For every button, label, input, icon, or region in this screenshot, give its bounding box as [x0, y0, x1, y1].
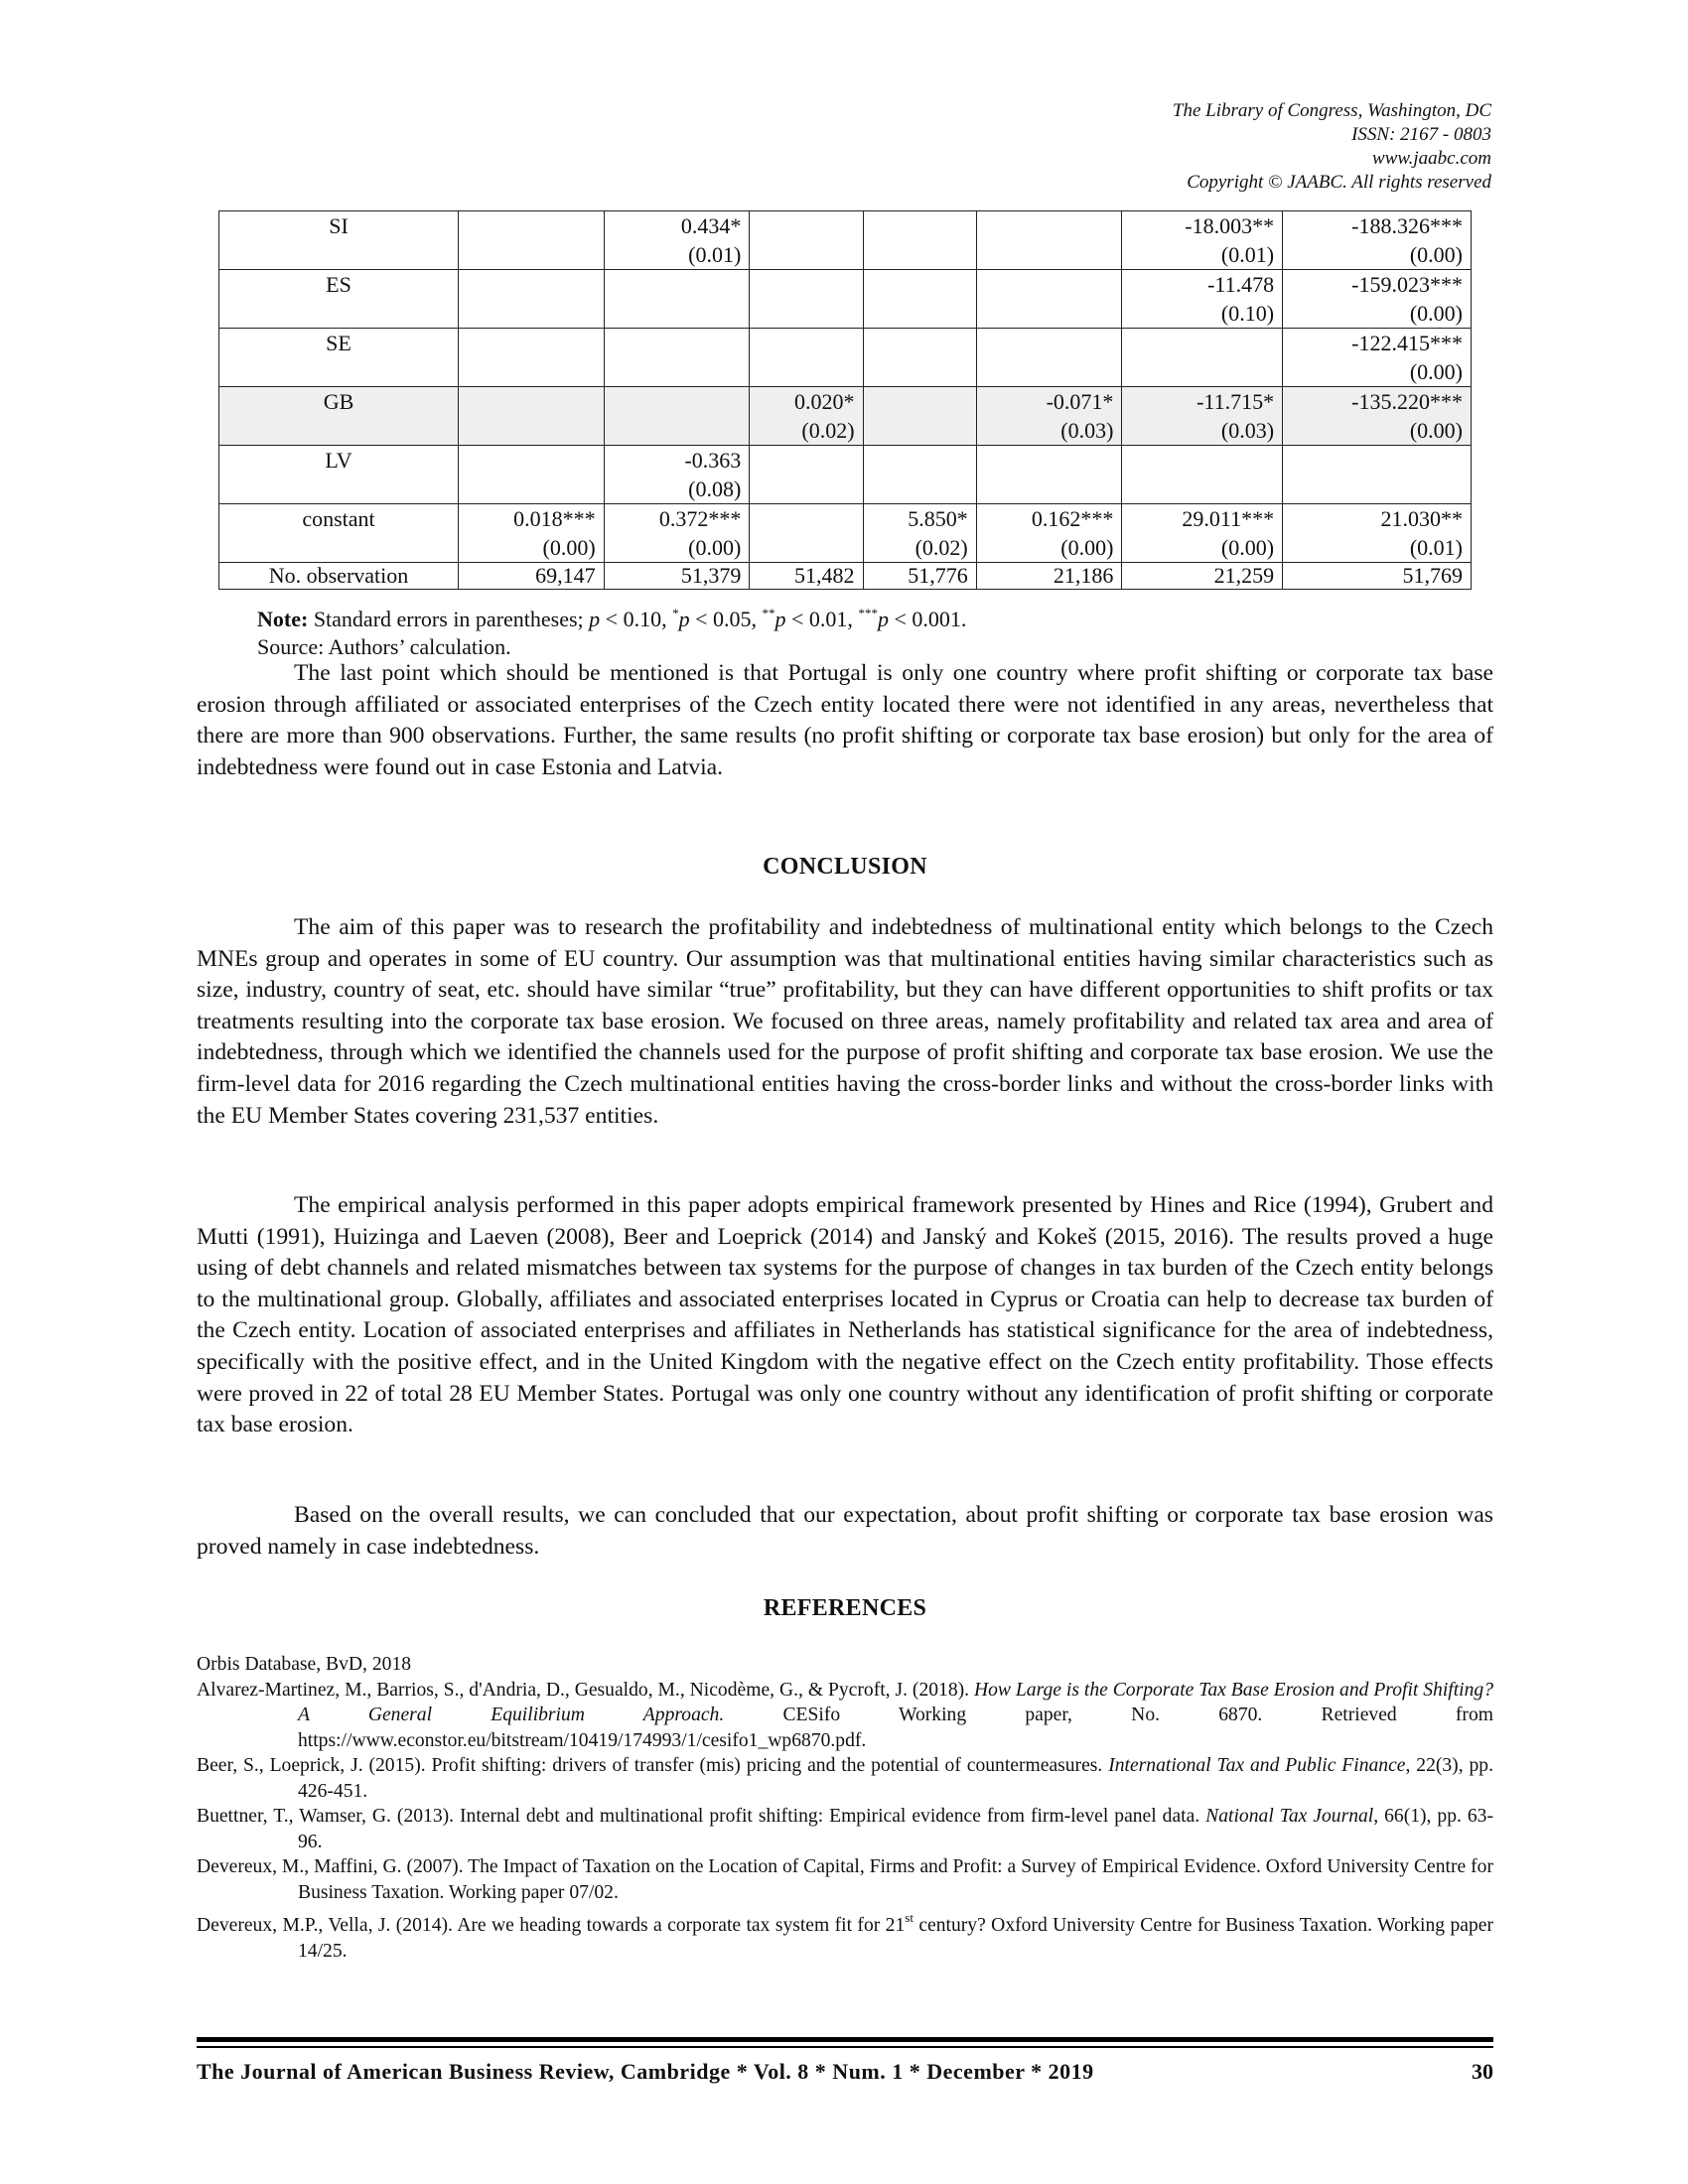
coefficient-value [758, 446, 854, 475]
standard-error [985, 357, 1114, 386]
coefficient-cell [459, 446, 605, 504]
coefficient-value [467, 329, 596, 357]
reference-sup: st [905, 1910, 914, 1925]
coefficient-cell [1283, 446, 1472, 504]
standard-error [467, 416, 596, 445]
standard-error: (0.02) [801, 418, 855, 443]
row-label: SI [219, 211, 459, 270]
journal-header [896, 99, 1491, 195]
observation-count: 21,186 [976, 563, 1122, 590]
reference-journal: National Tax Journal [1205, 1806, 1374, 1827]
note-sup: ** [762, 606, 775, 620]
reference-text: century? Oxford University Centre for Business Taxation. Working paper 14/25. [298, 1915, 1493, 1962]
coefficient-value [613, 329, 742, 357]
table-row [219, 329, 1472, 387]
coefficient-value: -159.023*** [1351, 272, 1463, 297]
coefficient-value [1291, 446, 1463, 475]
coefficient-cell [1122, 329, 1283, 387]
reference-list [197, 1652, 1493, 1964]
reference-journal: International Tax and Public Finance [1108, 1755, 1406, 1776]
reference-item [197, 1854, 1493, 1905]
p-symbol: p [877, 607, 889, 631]
table-row [219, 211, 1472, 270]
coefficient-cell [459, 211, 605, 270]
reference-text: Devereux, M., Maffini, G. (2007). The Impact of Taxation on the Location of Capital, Firms and Profit: a Survey of Empirical Evidence. Oxford University Centre for Business Taxation. Working paper 07/02. [197, 1856, 1493, 1903]
standard-error: (0.00) [1060, 535, 1114, 560]
note-text: < 0.01, [785, 607, 859, 631]
p-symbol: p [774, 607, 786, 631]
coefficient-cell [1283, 211, 1472, 270]
coefficient-value: -135.220*** [1351, 389, 1463, 414]
standard-error [872, 240, 968, 269]
conclusion-heading: CONCLUSION [763, 854, 927, 880]
coefficient-value [613, 270, 742, 299]
standard-error: (0.00) [1409, 242, 1463, 267]
standard-error: (0.00) [1220, 535, 1275, 560]
coefficient-cell [459, 329, 605, 387]
reference-item [197, 1678, 1493, 1754]
observation-count: 69,147 [459, 563, 605, 590]
standard-error: (0.00) [688, 535, 742, 560]
table-row [219, 446, 1472, 504]
note-label: Note: [257, 607, 309, 631]
coefficient-cell [976, 211, 1122, 270]
standard-error [467, 357, 596, 386]
coefficient-value: 0.020* [794, 389, 855, 414]
standard-error [985, 299, 1114, 328]
standard-error: (0.00) [1409, 359, 1463, 384]
row-label: SE [219, 329, 459, 387]
coefficient-cell [604, 270, 750, 329]
coefficient-cell [976, 446, 1122, 504]
standard-error [613, 357, 742, 386]
standard-error [613, 416, 742, 445]
coefficient-value [758, 329, 854, 357]
standard-error: (0.01) [688, 242, 742, 267]
coefficient-value [872, 211, 968, 240]
coefficient-cell [604, 446, 750, 504]
note-text: < 0.10, [600, 607, 673, 631]
standard-error [872, 299, 968, 328]
header-line: Copyright © JAABC. All rights reserved [1187, 172, 1491, 193]
coefficient-cell [1122, 211, 1283, 270]
header-line: The Library of Congress, Washington, DC [1172, 100, 1491, 121]
coefficient-value [758, 211, 854, 240]
coefficient-value: -11.478 [1207, 272, 1275, 297]
standard-error: (0.00) [1409, 301, 1463, 326]
reference-text: , 22(3), pp. 426-451. [298, 1755, 1493, 1802]
paragraph-portugal: The last point which should be mentioned is that Portugal is only one country where profit shifting or corporate tax base erosion through affiliated or associated enterprises of the Czech entity located there were not identified in any areas, nevertheless that there are more than 900 observations. Further, the same results (no profit shifting or corporate tax base erosion) but only for the area of indebtedness were found out in case Estonia and Latvia. [197, 660, 1493, 780]
standard-error: (0.02) [914, 535, 968, 560]
coefficient-cell [459, 270, 605, 329]
coefficient-cell [750, 504, 863, 563]
standard-error: (0.03) [1060, 418, 1114, 443]
paragraph-aim: The aim of this paper was to research the profitability and indebtedness of multinational entity which belongs to the Czech MNEs group and operates in some of EU country. Our assumption was that multinational entities having similar characteristics such as size, industry, country of seat, etc. should have similar “true” profitability, but they can have different opportunities to shift profits or tax treatments resulting into the corporate tax base erosion. We focused on three areas, namely profitability and related tax area and area of indebtedness, through which we identified the channels used for the purpose of profit shifting and corporate tax base erosion. We use the firm-level data for 2016 regarding the Czech multinational entities having the cross-border links and without the cross-border links with the EU Member States covering 231,537 entities. [197, 914, 1493, 1129]
reference-text: Alvarez-Martinez, M., Barrios, S., d'Andria, D., Gesualdo, M., Nicodème, G., & Pycroft, J. (2018). [197, 1679, 974, 1701]
standard-error [758, 357, 854, 386]
row-label: GB [219, 387, 459, 446]
header-line: www.jaabc.com [1372, 148, 1491, 169]
standard-error: (0.03) [1220, 418, 1275, 443]
coefficient-value: -122.415*** [1351, 331, 1463, 355]
reference-item [197, 1905, 1493, 1964]
coefficient-value [985, 329, 1114, 357]
coefficient-value: -11.715* [1196, 389, 1275, 414]
note-text: < 0.05, [689, 607, 763, 631]
reference-title: How Large is the Corporate Tax Base Erosion and Profit Shifting? A General Equilibrium Approach. [298, 1679, 1493, 1725]
coefficient-cell [976, 329, 1122, 387]
coefficient-value [1130, 329, 1274, 357]
coefficient-cell [750, 211, 863, 270]
coefficient-value [872, 270, 968, 299]
coefficient-value: 0.372*** [658, 506, 742, 531]
note-text: < 0.001. [888, 607, 967, 631]
standard-error: (0.10) [1220, 301, 1275, 326]
standard-error [467, 475, 596, 503]
coefficient-value [872, 387, 968, 416]
coefficient-value: 21.030** [1380, 506, 1463, 531]
coefficient-value [467, 446, 596, 475]
row-label: ES [219, 270, 459, 329]
coefficient-cell [1283, 270, 1472, 329]
table-note [257, 600, 966, 661]
row-label: LV [219, 446, 459, 504]
observation-count: 51,776 [863, 563, 976, 590]
coefficient-cell [863, 387, 976, 446]
footer-rule [197, 2037, 1493, 2042]
standard-error [1130, 475, 1274, 503]
coefficient-value: 29.011*** [1182, 506, 1275, 531]
coefficient-value: 0.018*** [513, 506, 596, 531]
note-line [257, 600, 966, 633]
coefficient-cell [863, 504, 976, 563]
coefficient-cell [604, 504, 750, 563]
standard-error [613, 299, 742, 328]
note-sup: * [672, 606, 679, 620]
coefficient-value [985, 211, 1114, 240]
footer-journal: The Journal of American Business Review, Cambridge * Vol. 8 * Num. 1 * December * 2019 [197, 2059, 1094, 2084]
standard-error [467, 299, 596, 328]
p-symbol: p [678, 607, 690, 631]
coefficient-cell [459, 504, 605, 563]
coefficient-cell [459, 387, 605, 446]
reference-text: , 66(1), pp. 63-96. [298, 1806, 1493, 1852]
reference-item [197, 1652, 1493, 1678]
note-text: Standard errors in parentheses; [308, 607, 590, 631]
footer-rule [197, 2046, 1493, 2048]
paragraph-overall: Based on the overall results, we can concluded that our expectation, about profit shifting or corporate tax base erosion was proved namely in case indebtedness. [197, 1502, 1493, 1560]
standard-error: (0.00) [1409, 418, 1463, 443]
coefficient-cell [976, 270, 1122, 329]
standard-error: (0.08) [688, 477, 742, 501]
coefficient-cell [604, 387, 750, 446]
coefficient-cell [750, 446, 863, 504]
p-symbol: p [589, 607, 601, 631]
coefficient-value: -0.071* [1046, 389, 1114, 414]
coefficient-cell [1122, 387, 1283, 446]
standard-error [985, 240, 1114, 269]
coefficient-value [467, 270, 596, 299]
note-sup: *** [858, 606, 878, 620]
standard-error: (0.01) [1220, 242, 1275, 267]
coefficient-value [467, 211, 596, 240]
table-row [219, 270, 1472, 329]
coefficient-cell [976, 504, 1122, 563]
paragraph-empirical: The empirical analysis performed in this paper adopts empirical framework presented by Hines and Rice (1994), Grubert and Mutti (1991), Huizinga and Laeven (2008), Beer and Loeprick (2014) and Janský and Kokeš (2015, 2016). The results proved a huge using of debt channels and related mismatches between tax systems for the purpose of changes in tax burden of the Czech entity belongs to the multinational group. Globally, affiliates and associated enterprises located in Cyprus or Croatia can help to decrease tax burden of the Czech entity. Location of associated enterprises and affiliates in Netherlands has statistical significance for the area of indebtedness, specifically with the positive effect, and in the United Kingdom with the negative effect on the Czech entity profitability. Those effects were proved in 22 of total 28 EU Member States. Portugal was only one country without any identification of profit shifting or corporate tax base erosion. [197, 1192, 1493, 1438]
coefficient-cell [863, 446, 976, 504]
standard-error [1130, 357, 1274, 386]
coefficient-cell [604, 211, 750, 270]
coefficient-value: 0.162*** [1031, 506, 1114, 531]
coefficient-value: -188.326*** [1351, 213, 1463, 238]
observation-count: 51,379 [604, 563, 750, 590]
coefficient-value: -0.363 [684, 448, 742, 473]
reference-item [197, 1753, 1493, 1804]
observation-count: 51,482 [750, 563, 863, 590]
coefficient-cell [863, 211, 976, 270]
coefficient-value [872, 446, 968, 475]
page-number: 30 [1472, 2059, 1493, 2084]
coefficient-cell [604, 329, 750, 387]
header-line: ISSN: 2167 - 0803 [1351, 124, 1491, 145]
standard-error: (0.00) [542, 535, 596, 560]
observation-count: 21,259 [1122, 563, 1283, 590]
standard-error [985, 475, 1114, 503]
coefficient-cell [863, 329, 976, 387]
reference-text: Beer, S., Loeprick, J. (2015). Profit shifting: drivers of transfer (mis) pricing and the potential of countermeasures. [197, 1755, 1109, 1776]
reference-text: Devereux, M.P., Vella, J. (2014). Are we heading towards a corporate tax system fit for 21 [197, 1915, 906, 1936]
row-label: constant [219, 504, 459, 563]
coefficient-value: -18.003** [1185, 213, 1275, 238]
coefficient-value [985, 446, 1114, 475]
reference-text: Buettner, T., Wamser, G. (2013). Internal debt and multinational profit shifting: Empirical evidence from firm-level panel data. [197, 1806, 1206, 1827]
coefficient-cell [1283, 504, 1472, 563]
standard-error [758, 299, 854, 328]
coefficient-value [872, 329, 968, 357]
standard-error [1291, 475, 1463, 503]
coefficient-cell [750, 387, 863, 446]
coefficient-cell [1122, 270, 1283, 329]
coefficient-value [467, 387, 596, 416]
standard-error [758, 475, 854, 503]
coefficient-value [758, 504, 854, 533]
coefficient-value [758, 270, 854, 299]
table-source: Source: Authors’ calculation. [257, 634, 511, 659]
coefficient-cell [863, 270, 976, 329]
coefficient-value [613, 387, 742, 416]
coefficient-cell [976, 387, 1122, 446]
coefficient-value [1130, 446, 1274, 475]
observations-row [219, 563, 1472, 590]
standard-error: (0.01) [1409, 535, 1463, 560]
standard-error [467, 240, 596, 269]
coefficient-cell [1122, 446, 1283, 504]
coefficient-value [985, 270, 1114, 299]
coefficient-cell [750, 270, 863, 329]
standard-error [872, 416, 968, 445]
row-label: No. observation [219, 563, 459, 590]
reference-item [197, 1804, 1493, 1854]
coefficient-cell [750, 329, 863, 387]
standard-error [758, 533, 854, 562]
table-row [219, 387, 1472, 446]
standard-error [872, 475, 968, 503]
references-heading: REFERENCES [763, 1595, 927, 1621]
standard-error [872, 357, 968, 386]
coefficient-cell [1283, 329, 1472, 387]
regression-table [218, 210, 1472, 590]
coefficient-cell [1122, 504, 1283, 563]
coefficient-value: 0.434* [680, 213, 742, 238]
reference-text: CESifo Working paper, No. 6870. Retrieved from https://www.econstor.eu/bitstream/10419/174993/1/cesifo1_wp6870.pdf. [298, 1705, 1493, 1751]
reference-text: Orbis Database, BvD, 2018 [197, 1654, 412, 1675]
standard-error [758, 240, 854, 269]
coefficient-cell [1283, 387, 1472, 446]
table-row [219, 504, 1472, 563]
coefficient-value: 5.850* [908, 506, 968, 531]
observation-count: 51,769 [1283, 563, 1472, 590]
